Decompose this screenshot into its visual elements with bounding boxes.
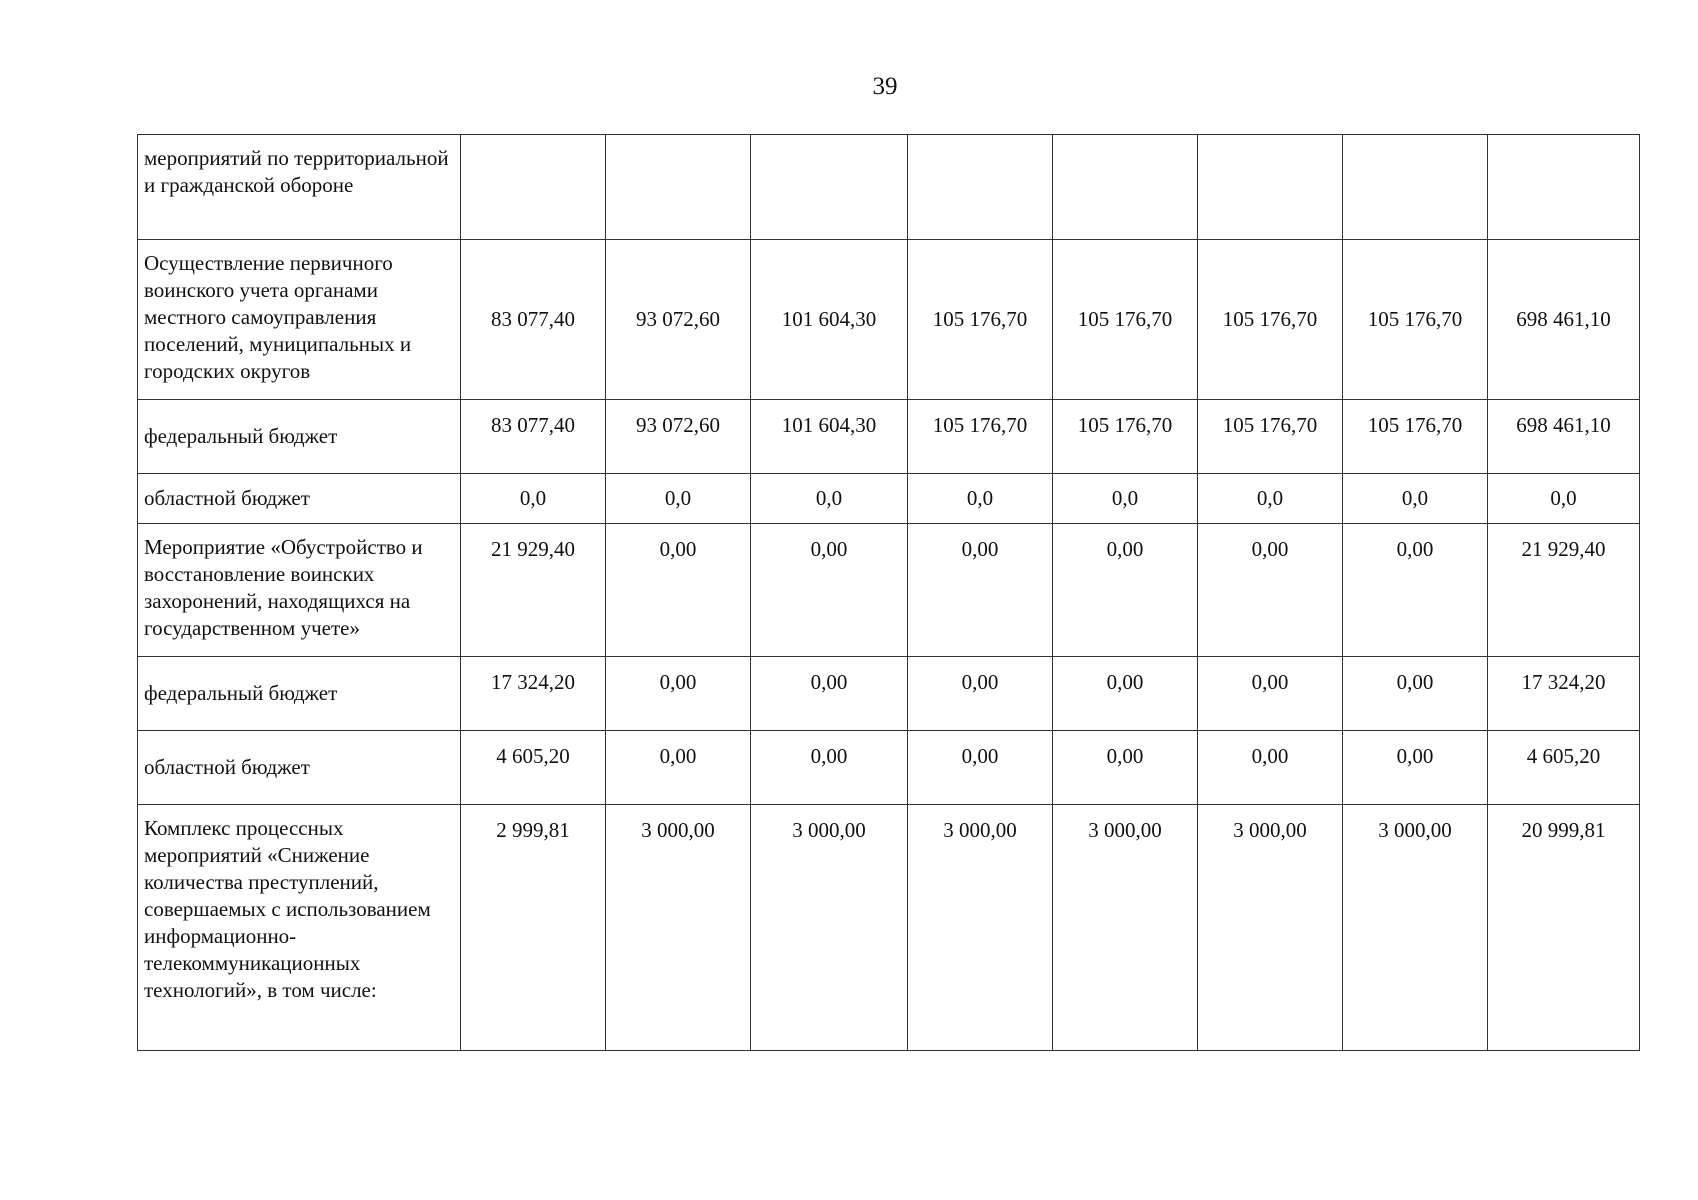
page-number: 39 xyxy=(872,73,898,100)
budget-table xyxy=(137,134,1640,1051)
cell-value: 0,00 xyxy=(1198,524,1343,657)
table-row xyxy=(138,731,1640,805)
cell-value: 0,0 xyxy=(1343,474,1488,524)
cell-value: 0,00 xyxy=(751,731,908,805)
cell-value: 0,00 xyxy=(606,657,751,731)
cell-value: 0,00 xyxy=(908,731,1053,805)
cell-value: 93 072,60 xyxy=(606,240,751,400)
row-label: федеральный бюджет xyxy=(138,657,461,731)
cell-value: 105 176,70 xyxy=(1343,240,1488,400)
cell-value: 0,00 xyxy=(1343,731,1488,805)
table-row xyxy=(138,805,1640,1051)
cell-value xyxy=(1198,135,1343,240)
cell-value: 83 077,40 xyxy=(461,400,606,474)
cell-value: 17 324,20 xyxy=(1488,657,1640,731)
row-label: областной бюджет xyxy=(138,731,461,805)
cell-value: 4 605,20 xyxy=(461,731,606,805)
table-row xyxy=(138,135,1640,240)
cell-value: 0,00 xyxy=(1053,731,1198,805)
table-row xyxy=(138,400,1640,474)
cell-value: 0,00 xyxy=(908,524,1053,657)
cell-value: 21 929,40 xyxy=(461,524,606,657)
cell-value: 0,00 xyxy=(1198,731,1343,805)
cell-value: 21 929,40 xyxy=(1488,524,1640,657)
cell-value: 105 176,70 xyxy=(1343,400,1488,474)
cell-value xyxy=(461,135,606,240)
cell-value: 2 999,81 xyxy=(461,805,606,1051)
cell-value xyxy=(1343,135,1488,240)
cell-value: 0,0 xyxy=(1053,474,1198,524)
cell-value: 20 999,81 xyxy=(1488,805,1640,1051)
cell-value: 0,00 xyxy=(751,524,908,657)
cell-value: 0,00 xyxy=(908,657,1053,731)
cell-value: 3 000,00 xyxy=(1053,805,1198,1051)
table-row xyxy=(138,240,1640,400)
row-label: Мероприятие «Обустройство и восстановление воинских захоронений, находящихся на государственном учете» xyxy=(138,524,461,657)
cell-value: 0,00 xyxy=(751,657,908,731)
cell-value: 0,0 xyxy=(1198,474,1343,524)
cell-value: 105 176,70 xyxy=(908,240,1053,400)
cell-value: 0,0 xyxy=(751,474,908,524)
row-label: мероприятий по территориальной и гражданской обороне xyxy=(138,135,461,240)
cell-value: 3 000,00 xyxy=(1198,805,1343,1051)
cell-value: 17 324,20 xyxy=(461,657,606,731)
cell-value: 105 176,70 xyxy=(1198,400,1343,474)
cell-value: 105 176,70 xyxy=(908,400,1053,474)
cell-value: 0,00 xyxy=(606,731,751,805)
row-label: Комплекс процессных мероприятий «Снижение количества преступлений, совершаемых с использованием информационно-телекоммуникационных технологий», в том числе: xyxy=(138,805,461,1051)
table-row xyxy=(138,474,1640,524)
cell-value: 698 461,10 xyxy=(1488,240,1640,400)
cell-value: 0,00 xyxy=(606,524,751,657)
table-row xyxy=(138,524,1640,657)
cell-value: 0,00 xyxy=(1053,657,1198,731)
row-label: федеральный бюджет xyxy=(138,400,461,474)
cell-value: 3 000,00 xyxy=(908,805,1053,1051)
cell-value: 698 461,10 xyxy=(1488,400,1640,474)
cell-value: 101 604,30 xyxy=(751,240,908,400)
cell-value: 3 000,00 xyxy=(606,805,751,1051)
cell-value: 0,00 xyxy=(1198,657,1343,731)
cell-value: 105 176,70 xyxy=(1053,240,1198,400)
cell-value xyxy=(751,135,908,240)
cell-value: 105 176,70 xyxy=(1053,400,1198,474)
cell-value: 0,0 xyxy=(908,474,1053,524)
table-row xyxy=(138,657,1640,731)
cell-value: 93 072,60 xyxy=(606,400,751,474)
cell-value xyxy=(1053,135,1198,240)
cell-value: 83 077,40 xyxy=(461,240,606,400)
cell-value: 101 604,30 xyxy=(751,400,908,474)
row-label: Осуществление первичного воинского учета органами местного самоуправления поселений, муниципальных и городских округов xyxy=(138,240,461,400)
row-label: областной бюджет xyxy=(138,474,461,524)
cell-value: 0,0 xyxy=(606,474,751,524)
cell-value: 0,00 xyxy=(1343,657,1488,731)
cell-value: 0,00 xyxy=(1053,524,1198,657)
cell-value xyxy=(908,135,1053,240)
cell-value: 0,0 xyxy=(461,474,606,524)
cell-value xyxy=(1488,135,1640,240)
cell-value: 105 176,70 xyxy=(1198,240,1343,400)
cell-value: 0,00 xyxy=(1343,524,1488,657)
cell-value: 3 000,00 xyxy=(751,805,908,1051)
cell-value: 3 000,00 xyxy=(1343,805,1488,1051)
cell-value: 0,0 xyxy=(1488,474,1640,524)
cell-value: 4 605,20 xyxy=(1488,731,1640,805)
cell-value xyxy=(606,135,751,240)
